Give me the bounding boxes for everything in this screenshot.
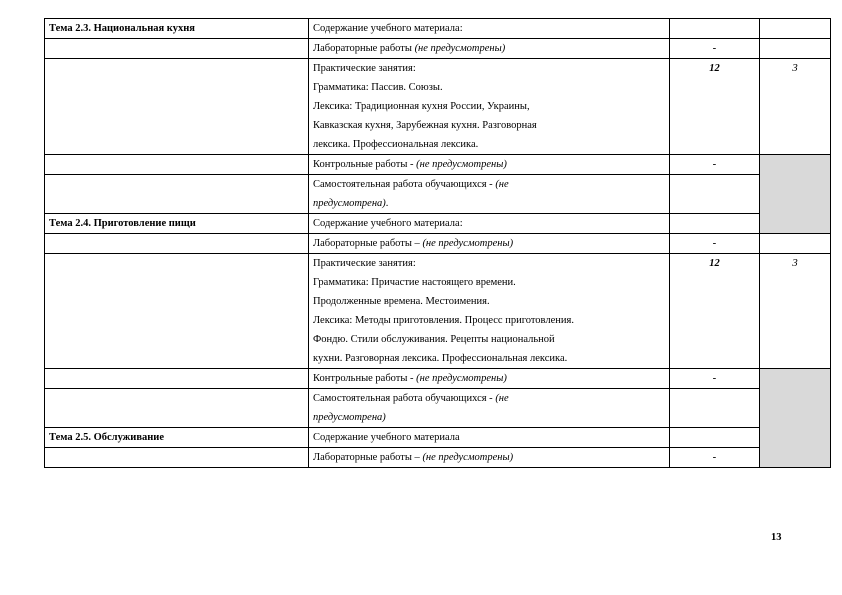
mastery-level: 3: [760, 59, 831, 155]
lab-hours: -: [670, 234, 760, 254]
topic-blank-cell: [45, 369, 309, 389]
table-row: [45, 59, 831, 155]
hours-cell: [670, 389, 760, 428]
topic-blank-cell: [45, 39, 309, 59]
mastery-level: 3: [760, 254, 831, 369]
table-row: [45, 155, 831, 175]
table-row: [45, 175, 831, 214]
topic-blank-cell: [45, 389, 309, 428]
practical-cell: Практические занятия: Грамматика: Пассив. Союзы. Лексика: Традиционная кухня России, Украины, Кавказская кухня, Зарубежная кухня. Разговорная лексика. Профессиональная лексика.: [309, 59, 670, 155]
lab-hours: -: [670, 448, 760, 468]
table-row: [45, 369, 831, 389]
practical-hours: 12: [670, 254, 760, 369]
table-row: [45, 234, 831, 254]
topic-title-2-4: Тема 2.4. Приготовление пищи: [45, 214, 309, 234]
table-row: [45, 214, 831, 234]
level-cell: [760, 19, 831, 39]
table-row: [45, 389, 831, 428]
lab-works-cell: Лабораторные работы – (не предусмотрены): [309, 448, 670, 468]
topic-title-2-3: Тема 2.3. Национальная кухня: [45, 19, 309, 39]
control-hours: -: [670, 155, 760, 175]
control-hours: -: [670, 369, 760, 389]
hours-cell: [670, 175, 760, 214]
content-heading: Содержание учебного материала: [309, 428, 670, 448]
table-row: [45, 39, 831, 59]
shaded-cell: [760, 369, 831, 468]
level-cell: [760, 39, 831, 59]
page-number: 13: [771, 532, 782, 543]
control-works-cell: Контрольные работы - (не предусмотрены): [309, 369, 670, 389]
table-row: [45, 448, 831, 468]
topic-blank-cell: [45, 234, 309, 254]
topic-blank-cell: [45, 155, 309, 175]
self-study-cell: Самостоятельная работа обучающихся - (не предусмотрена).: [309, 175, 670, 214]
topic-blank-cell: [45, 254, 309, 369]
content-heading: Содержание учебного материала:: [309, 214, 670, 234]
topic-blank-cell: [45, 448, 309, 468]
control-works-cell: Контрольные работы - (не предусмотрены): [309, 155, 670, 175]
table-row: [45, 428, 831, 448]
curriculum-table: [44, 18, 831, 468]
hours-cell: [670, 19, 760, 39]
lab-works-cell: Лабораторные работы (не предусмотрены): [309, 39, 670, 59]
lab-works-cell: Лабораторные работы – (не предусмотрены): [309, 234, 670, 254]
practical-cell: Практические занятия: Грамматика: Причастие настоящего времени. Продолженные времена. Местоимения. Лексика: Методы приготовления. Процесс приготовления. Фондю. Стили обслуживания. Рецепты национальной кухни. Разговорная лексика. Профессиональная лексика.: [309, 254, 670, 369]
practical-hours: 12: [670, 59, 760, 155]
hours-cell: [670, 214, 760, 234]
topic-title-2-5: Тема 2.5. Обслуживание: [45, 428, 309, 448]
topic-blank-cell: [45, 175, 309, 214]
topic-blank-cell: [45, 59, 309, 155]
content-heading: Содержание учебного материала:: [309, 19, 670, 39]
table-row: [45, 19, 831, 39]
lab-hours: -: [670, 39, 760, 59]
shaded-cell: [760, 155, 831, 234]
table-row: [45, 254, 831, 369]
hours-cell: [670, 428, 760, 448]
level-cell: [760, 234, 831, 254]
self-study-cell: Самостоятельная работа обучающихся - (не предусмотрена): [309, 389, 670, 428]
